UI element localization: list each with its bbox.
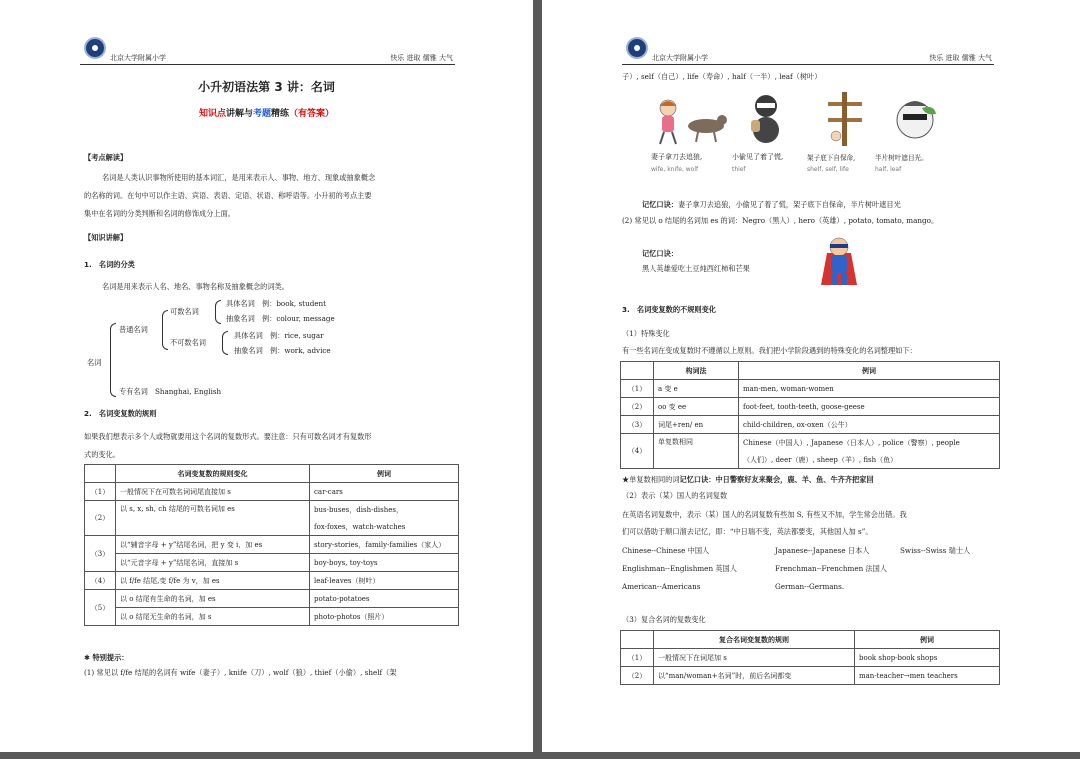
caption-1-cn: 妻子拿刀去追狼, [651,153,703,161]
brace-uncountable [222,331,228,355]
caption-2-en: thief [732,166,746,173]
nation-japanese: Japanese--Japanese 日本人 [775,546,870,555]
sub-heading-2-line-1: 在英语名词复数中，表示（某）国人的名词复数有些加 S, 有些又不加，学生常会出错。我 [622,510,907,519]
table-cell: car-cars [310,483,459,501]
table-cell: （5） [85,590,116,626]
school-logo-icon [626,37,648,59]
heading-2-line-1: 如果我们想表示多个人或物就要用这个名词的复数形式。要注意：只有可数名词才有复数形 [84,432,372,441]
table-header-cell: 名词变复数的规则变化 [116,465,310,483]
header-school-name: 北京大学附属小学 [110,54,166,62]
document-subtitle [0,106,533,119]
tree-common: 普通名词 [119,325,148,334]
subtitle-part5: （有答案） [289,109,335,119]
brace-countable [215,300,221,324]
table-cell: 以“元音字母 + y”结尾名词，直接加 s [116,554,310,572]
sub-heading-1-desc: 有一些名词在变成复数时不遵循以上原则。我们把小学阶段遇到的特殊变化的名词整理如下： [622,346,917,355]
star-line [622,475,874,485]
caption-4-en: half, leaf [875,166,902,173]
kaodian-line-1: 名词是人类认识事物所使用的基本词汇，是用来表示人、事物、地方、现象或抽象概念 [102,173,376,182]
table-header-row [621,631,1000,649]
table-header-cell [621,631,654,649]
page-header [622,38,994,65]
heading-1: 1. 名词的分类 [84,260,135,269]
tree-abstract-2: 抽象名词 例：work, advice [234,346,331,355]
table-cell: （3） [85,536,116,572]
kaodian-line-2: 的名称的词。在句中可以作主语、宾语、表语、定语、状语、称呼语等。小升初的考点主要 [84,191,372,200]
mnemonic-2-text: 黑人英雄爱吃土豆炖西红柿和芒果 [642,264,750,273]
table-cell: （人们）, deer（鹿）, sheep（羊）, fish（鱼） [739,451,1000,469]
table-row [621,416,1000,434]
header-school-name: 北京大学附属小学 [652,54,708,62]
table-header-cell: 复合名词变复数的规则 [654,631,855,649]
subtitle-part1: 知识点 [198,109,226,119]
table-cell: （2） [85,501,116,536]
heading-3: 3. 名词变复数的不规则变化 [622,305,716,314]
table-header-row [621,362,1000,380]
table-row [621,649,1000,667]
header-motto: 快乐 进取 儒雅 大气 [929,54,992,62]
subtitle-part3: 考题 [252,109,271,119]
table-cell: man-teacher→men teachers [855,667,1000,685]
tip-line: (1) 常见以 f/fe 结尾的名词有 wife（妻子）, knife（刀）, wolf（狼）, thief（小偷）, shelf（架 [84,668,397,677]
table-cell: 一般情况下在可数名词词尾直接加 s [116,483,310,501]
section-zhishi: 【知识讲解】 [84,233,128,242]
subtitle-part2: 讲解与 [225,109,253,119]
document-title: 小升初语法第 3 讲：名词 [198,80,335,94]
table-cell: bus-buses，dish-dishes， [310,501,459,519]
table-cell: （2） [621,667,654,685]
nation-chinese: Chinese--Chinese 中国人 [622,546,710,555]
table-cell: （4） [85,572,116,590]
table-row [621,667,1000,685]
table-header-cell: 例词 [855,631,1000,649]
tree-countable: 可数名词 [170,307,199,316]
table-row [85,501,459,519]
table-cell: photo-photos（照片） [310,608,459,626]
table-cell: （4） [621,434,654,469]
table-cell: foot-feet, tooth-teeth, goose-geese [739,398,1000,416]
table-cell: 一般情况下在词尾加 s [654,649,855,667]
compound-noun-table [620,630,1000,685]
mnemonic-1-label: 记忆口诀： [642,200,678,209]
superhero-illustration [817,235,862,289]
caption-3-cn: 架子底下自保命, [807,154,856,162]
table-row [85,536,459,554]
page-header [80,38,455,65]
table-cell: （2） [621,398,654,416]
irregular-plural-table [620,361,1000,469]
table-header-row [85,465,459,483]
table-row [621,398,1000,416]
mnemonic-2-label: 记忆口诀： [642,249,678,258]
plural-rules-table [84,464,459,626]
table-row [621,380,1000,398]
table-row [85,572,459,590]
table-cell: 词尾+ren/ en [654,416,739,434]
heading-1-desc: 名词是用来表示人名、地名、事物名称及抽象概念的词类。 [102,282,289,291]
table-cell: fox-foxes，watch-watches [310,518,459,536]
header-motto: 快乐 进取 儒雅 大气 [390,54,453,62]
tree-root: 名词 [87,358,102,367]
heading-2: 2. 名词变复数的规则 [84,409,157,418]
star-line-prefix: ★单复数相同的词 [622,475,680,484]
table-header-cell: 例词 [310,465,459,483]
tip-title: ✱ 特别提示： [84,653,129,662]
tree-concrete-2: 具体名词 例：rice, sugar [234,331,324,340]
caption-3-en: shelf, self, life [807,166,849,173]
table-header-cell: 例词 [739,362,1000,380]
thief-illustration [742,92,792,148]
table-cell: 单复数相同 [654,434,739,469]
table-cell: oo 变 ee [654,398,739,416]
continuation-line: 子）, self（自己）, life（寿命）, half（一半）, leaf（树叶） [622,72,822,81]
table-cell: 以 o 结尾有生命的名词，加 es [116,590,310,608]
brace-root [110,323,116,397]
table-header-cell [621,362,654,380]
table-header-cell [85,465,116,483]
caption-4-cn: 半片树叶遮目光。 [875,154,928,162]
heading-2-line-2: 式的变化。 [84,450,120,459]
brace-common [162,310,168,350]
table-cell: （3） [621,416,654,434]
nation-swiss: Swiss--Swiss 瑞士人 [900,546,971,555]
table-cell: （1） [85,483,116,501]
sub-heading-3: （3）复合名词的复数变化 [622,615,706,624]
nation-french: Frenchman--Frenchmen 法国人 [775,564,888,573]
wife-chasing-wolf-illustration [650,96,730,148]
section-kaodian: 【考点解读】 [84,153,128,162]
table-cell: boy-boys, toy-toys [310,554,459,572]
document-page-1 [0,0,533,752]
table-cell: a 变 e [654,380,739,398]
nation-german: German--Germans. [775,582,845,591]
mnemonic-1 [642,200,901,210]
table-cell: man-men, woman-women [739,380,1000,398]
mnemonic-1-text: 妻子拿刀去追狼，小偷见了着了慌，架子底下自保命，半片树叶遮目光 [677,200,901,209]
sub-heading-1: （1）特殊变化 [622,329,670,338]
tree-abstract-1: 抽象名词 例：colour, message [226,314,335,323]
table-cell: （1） [621,649,654,667]
table-row [85,590,459,608]
table-row [85,554,459,572]
table-cell: 以“man/woman+名词”时，前后名词都变 [654,667,855,685]
o-ending-line: (2) 常见以 o 结尾的名词加 es 的词：Negro（黑人）, hero（英雄）, potato, tomato, mango。 [622,216,939,225]
sub-heading-2: （2）表示（某）国人的名词复数 [622,491,728,500]
caption-1-en: wife, knife, wolf [651,166,699,173]
table-row [621,434,1000,452]
nation-american: American--Americans [622,582,701,591]
caption-2-cn: 小偷见了着了慌, [732,153,784,161]
table-cell: leaf-leaves（树叶） [310,572,459,590]
half-leaf-illustration [890,94,940,146]
table-cell: book shop-book shops [855,649,1000,667]
kaodian-line-3: 集中在名词的分类判断和名词的修饰成分上面。 [84,209,235,218]
table-cell: 以 s, x, sh, ch 结尾的可数名词加 es [116,501,310,536]
table-cell: 以 o 结尾无生命的名词，加 s [116,608,310,626]
star-line-label: 记忆口诀：中日警察好友来聚会，鹿、羊、鱼、牛齐齐把家回 [679,475,874,484]
nation-english: Englishman--Englishmen 英国人 [622,564,737,573]
shelf-illustration [820,92,870,148]
tree-concrete-1: 具体名词 例：book, student [226,299,327,308]
table-row [85,608,459,626]
table-cell: potato-potatoes [310,590,459,608]
table-cell: 以 f/fe 结尾,变 f/fe 为 v，加 es [116,572,310,590]
school-logo-icon [84,37,106,59]
subtitle-part4: 精练 [271,109,290,119]
table-row [85,483,459,501]
tree-proper: 专有名词 Shanghai, English [119,387,222,396]
tree-uncountable: 不可数名词 [170,338,206,347]
table-cell: story-stories，family-families（家人） [310,536,459,554]
document-page-2 [542,0,1080,752]
table-header-cell: 构词法 [654,362,739,380]
table-cell: child-children, ox-oxen（公牛） [739,416,1000,434]
table-cell: 以“辅音字母 + y”结尾名词，把 y 变 i，加 es [116,536,310,554]
sub-heading-2-line-2: 们可以借助于顺口溜去记忆，即：“中日瑞不变，英法都要变，其他国人加 s”。 [622,527,873,536]
table-cell: （1） [621,380,654,398]
table-cell: Chinese（中国人）, Japanese（日本人）, police（警察）, people [739,434,1000,452]
